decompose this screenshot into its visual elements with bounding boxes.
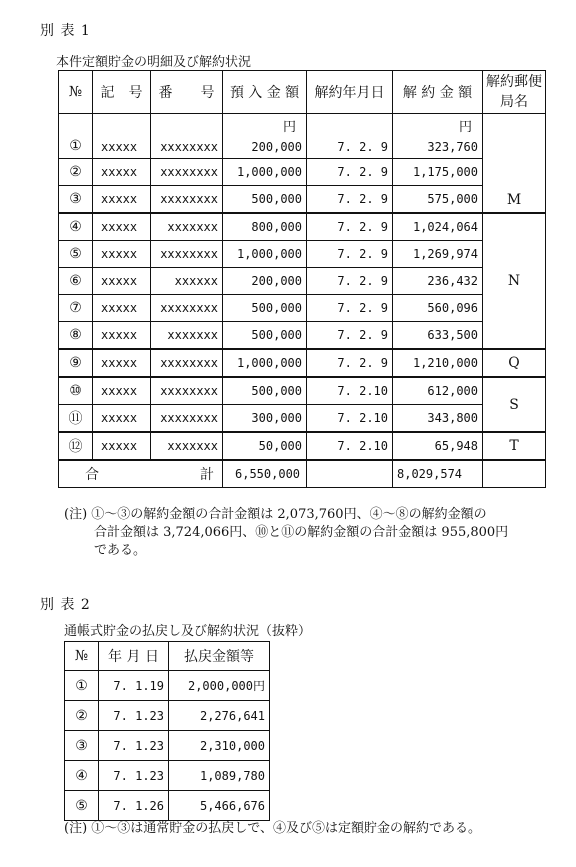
row-date: 7. 2. 9: [307, 114, 393, 159]
header-bureau-label: 解約郵便局名: [486, 74, 542, 110]
row-amount: 5,466,676: [169, 791, 270, 821]
row-bangou: xxxxxx: [151, 268, 223, 295]
t2-header-date: 年 月 日: [99, 642, 169, 671]
row-no: ⑩: [59, 377, 93, 405]
table-row: [65, 701, 270, 731]
header-kigou: 記 号: [93, 71, 151, 114]
row-kigou: xxxxx: [93, 377, 151, 405]
row-amount: 1,269,974: [393, 241, 483, 268]
table-row: [59, 241, 546, 268]
row-amount: 612,000: [393, 377, 483, 405]
t2-header-amount: 払戻金額等: [169, 642, 270, 671]
total-label-2: 計: [200, 467, 214, 483]
table-row: [65, 761, 270, 791]
table-row: [59, 377, 546, 405]
row-amount: 236,432: [393, 268, 483, 295]
row-amount: 2,276,641: [169, 701, 270, 731]
row-date: 7. 2. 9: [307, 349, 393, 377]
row-kigou: xxxxx: [93, 213, 151, 241]
row-amount: 343,800: [393, 405, 483, 433]
row-no: ⑪: [59, 405, 93, 433]
row-deposit: 800,000: [223, 213, 307, 241]
row-deposit: [223, 114, 307, 159]
row-no: ⑤: [59, 241, 93, 268]
t2-header-no: №: [65, 642, 99, 671]
table-row: [65, 731, 270, 761]
total-label-1: 合: [85, 467, 99, 483]
header-deposit: 預 入 金 額: [223, 71, 307, 114]
row-amount: 1,024,064: [393, 213, 483, 241]
row-amount: 1,089,780: [169, 761, 270, 791]
row-no: ②: [65, 701, 99, 731]
header-amount: 解 約 金 額: [393, 71, 483, 114]
row-date: 7. 1.23: [99, 731, 169, 761]
row-date: 7. 2. 9: [307, 241, 393, 268]
row-date: 7. 1.19: [99, 671, 169, 701]
bureau-name: T: [483, 432, 546, 460]
row-bangou: xxxxxxx: [151, 213, 223, 241]
header-no: №: [59, 71, 93, 114]
table-row: [59, 159, 546, 186]
row-bangou: xxxxxxxx: [151, 349, 223, 377]
table-row: [65, 671, 270, 701]
row-amount: 65,948: [393, 432, 483, 460]
row-amount: 2,000,000円: [169, 671, 270, 701]
row-no: ④: [59, 213, 93, 241]
total-amount: 8,029,574: [393, 460, 483, 488]
table-row: [59, 405, 546, 433]
bureau-name: N: [483, 213, 546, 349]
table-row: [59, 295, 546, 322]
row-deposit: 500,000: [223, 186, 307, 214]
row-kigou: xxxxx: [93, 349, 151, 377]
row-no: ⑦: [59, 295, 93, 322]
row-deposit: 1,000,000: [223, 241, 307, 268]
table-row: [59, 322, 546, 350]
table1-label: 別 表 1: [40, 23, 91, 39]
row-deposit: 500,000: [223, 322, 307, 350]
table2-note: (注) ①～③は通常貯金の払戻しで、④及び⑤は定額貯金の解約である。: [64, 821, 482, 836]
yen-unit: 円: [458, 120, 472, 135]
table1-note-line3: である。: [94, 543, 147, 558]
row-bangou: xxxxxxx: [151, 432, 223, 460]
table-row: [65, 791, 270, 821]
bureau-name: M: [483, 114, 546, 214]
header-bureau: [483, 71, 546, 114]
row-kigou: xxxxx: [93, 268, 151, 295]
yen-unit: 円: [282, 120, 296, 135]
row-kigou: xxxxx: [93, 405, 151, 433]
row-date: 7. 2. 9: [307, 295, 393, 322]
row-date: 7. 2.10: [307, 432, 393, 460]
total-label: [59, 460, 223, 488]
row-no: ⑤: [65, 791, 99, 821]
row-amount-value: 323,760: [427, 140, 478, 154]
row-deposit: 1,000,000: [223, 159, 307, 186]
table-row: [59, 432, 546, 460]
row-date: 7. 2. 9: [307, 213, 393, 241]
row-kigou: xxxxx: [93, 295, 151, 322]
row-bangou: xxxxxxxx: [151, 186, 223, 214]
row-deposit: 500,000: [223, 295, 307, 322]
row-amount: 633,500: [393, 322, 483, 350]
row-amount: 1,175,000: [393, 159, 483, 186]
bureau-name: S: [483, 377, 546, 432]
row-bangou: xxxxxxxx: [151, 405, 223, 433]
row-kigou: xxxxx: [93, 186, 151, 214]
table2-label: 別 表 2: [40, 597, 91, 613]
row-bangou: xxxxxxxx: [151, 295, 223, 322]
row-amount: 560,096: [393, 295, 483, 322]
total-blank-bureau: [483, 460, 546, 488]
table1-note-line2: 合計金額は 3,724,066円、⑩と⑪の解約金額の合計金額は 955,800円: [94, 525, 509, 540]
row-no: ⑫: [59, 432, 93, 460]
row-deposit: 50,000: [223, 432, 307, 460]
row-bangou: xxxxxxxx: [151, 241, 223, 268]
row-no: ⑨: [59, 349, 93, 377]
row-deposit: 200,000: [223, 268, 307, 295]
row-date: 7. 2. 9: [307, 322, 393, 350]
row-no: ⑧: [59, 322, 93, 350]
row-deposit: 500,000: [223, 377, 307, 405]
row-no: ①: [59, 114, 93, 159]
row-bangou: xxxxxxxx: [151, 159, 223, 186]
table2: [64, 641, 270, 821]
row-kigou: xxxxx: [93, 114, 151, 159]
total-row: [59, 460, 546, 488]
row-deposit: 1,000,000: [223, 349, 307, 377]
row-bangou: xxxxxxxx: [151, 114, 223, 159]
total-blank: [307, 460, 393, 488]
table2-title: 通帳式貯金の払戻し及び解約状況（抜粋）: [64, 624, 312, 639]
table-row: [59, 349, 546, 377]
row-no: ③: [59, 186, 93, 214]
total-deposit: 6,550,000: [223, 460, 307, 488]
row-date: 7. 2.10: [307, 377, 393, 405]
table-row: [59, 268, 546, 295]
row-date: 7. 2. 9: [307, 186, 393, 214]
row-kigou: xxxxx: [93, 159, 151, 186]
row-date: 7. 1.23: [99, 701, 169, 731]
row-no: ④: [65, 761, 99, 791]
row-amount: 1,210,000: [393, 349, 483, 377]
header-bangou: 番 号: [151, 71, 223, 114]
row-date: 7. 2. 9: [307, 159, 393, 186]
row-date: 7. 1.23: [99, 761, 169, 791]
row-no: ⑥: [59, 268, 93, 295]
table1-note-line1: (注) ①～③の解約金額の合計金額は 2,073,760円、④～⑧の解約金額の: [64, 507, 487, 522]
row-date: 7. 2. 9: [307, 268, 393, 295]
row-deposit-value: 200,000: [251, 140, 302, 154]
header-date: 解約年月日: [307, 71, 393, 114]
table-row: [59, 114, 546, 159]
table1-note: [64, 506, 508, 560]
table1-title: 本件定額貯金の明細及び解約状況: [56, 55, 252, 70]
row-kigou: xxxxx: [93, 432, 151, 460]
row-deposit: 300,000: [223, 405, 307, 433]
row-no: ③: [65, 731, 99, 761]
row-bangou: xxxxxxxx: [151, 377, 223, 405]
row-amount: [393, 114, 483, 159]
table-row: [59, 213, 546, 241]
table-row: [59, 186, 546, 214]
row-date: 7. 2.10: [307, 405, 393, 433]
row-bangou: xxxxxxx: [151, 322, 223, 350]
row-kigou: xxxxx: [93, 322, 151, 350]
row-kigou: xxxxx: [93, 241, 151, 268]
row-no: ①: [65, 671, 99, 701]
row-amount: 2,310,000: [169, 731, 270, 761]
row-no: ②: [59, 159, 93, 186]
table1: [58, 70, 546, 488]
row-date: 7. 1.26: [99, 791, 169, 821]
row-amount: 575,000: [393, 186, 483, 214]
bureau-name: Q: [483, 349, 546, 377]
